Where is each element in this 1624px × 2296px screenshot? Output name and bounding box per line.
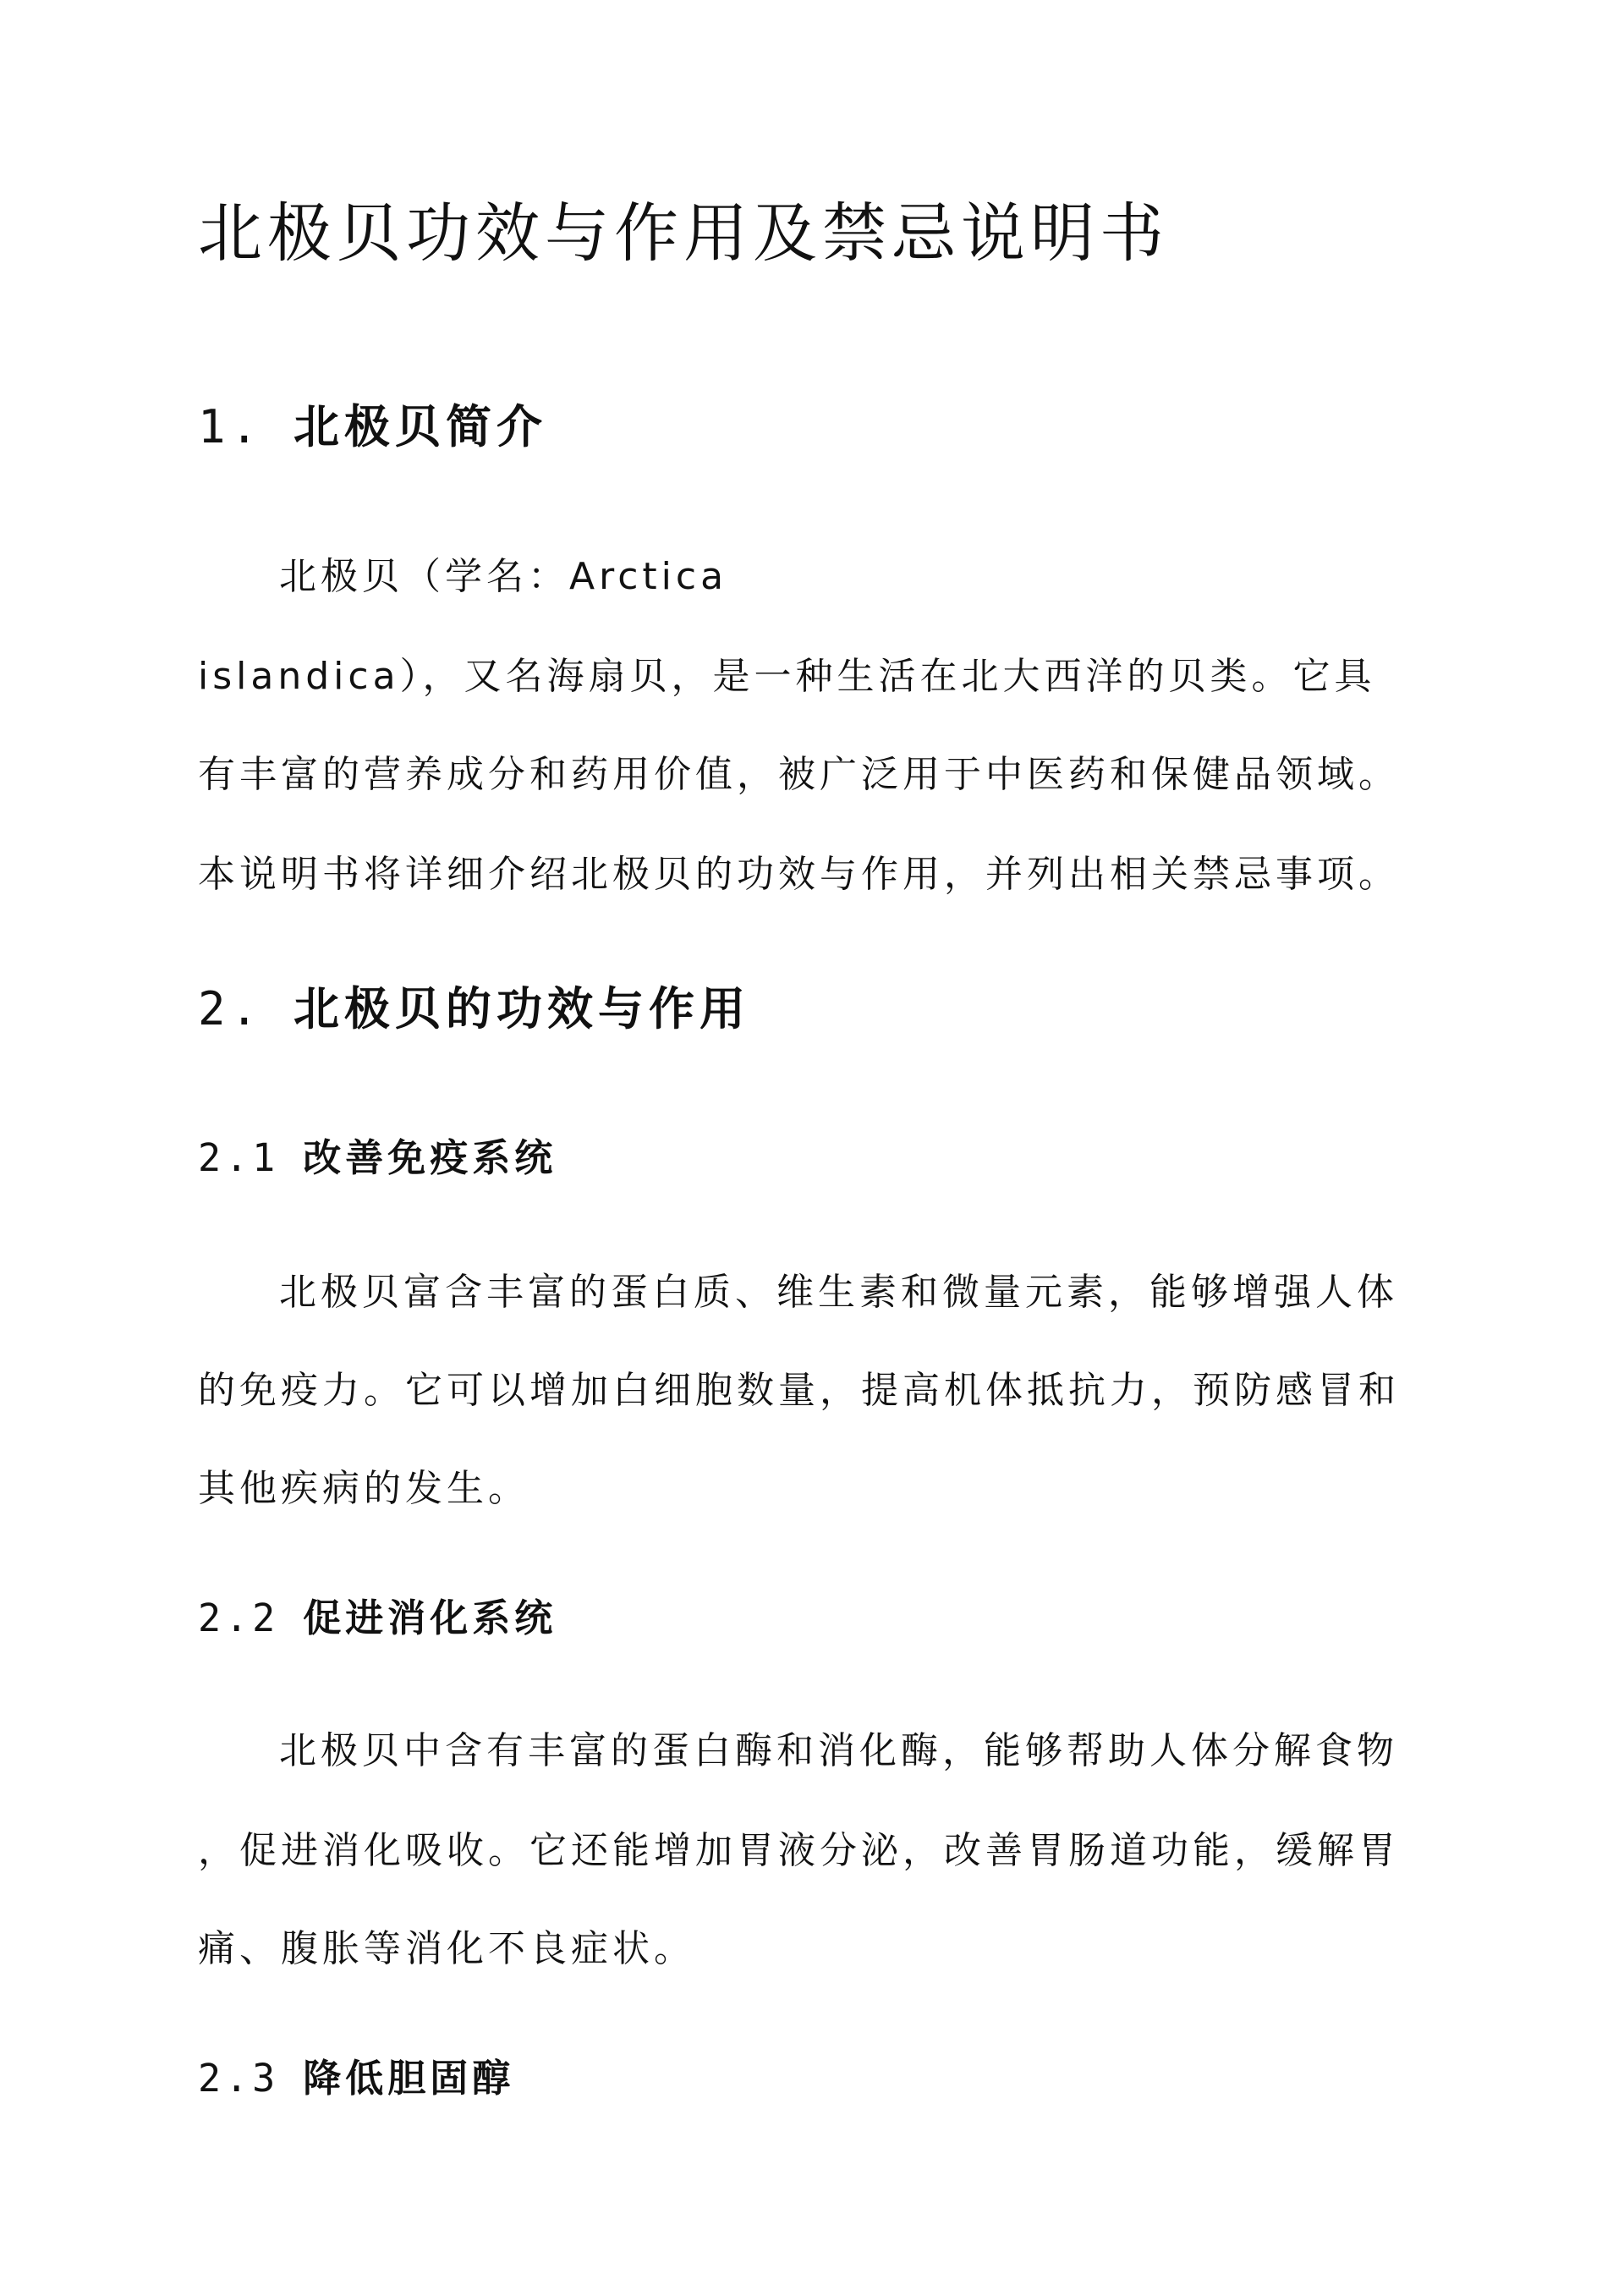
subsection-number: 2.3 [198,2056,280,2101]
section-number: 2. [198,982,264,1035]
subsection-number: 2.1 [198,1135,280,1180]
paragraph-line: 本说明书将详细介绍北极贝的功效与作用，并列出相关禁忌事项。 [198,853,1400,896]
subsection-title: 促进消化系统 [303,1596,557,1640]
paragraph-line: 北极贝富含丰富的蛋白质、维生素和微量元素，能够增强人体 [279,1271,1398,1314]
paragraph-line: islandica），又名海扇贝，是一种生活在北大西洋的贝类。它具 [198,655,1376,698]
subsection-title: 降低胆固醇 [303,2056,515,2101]
paragraph-line: 的免疫力。它可以增加白细胞数量，提高机体抵抗力，预防感冒和 [198,1369,1400,1412]
subsection-2-3-heading [198,2056,515,2101]
paragraph-line: 有丰富的营养成分和药用价值，被广泛用于中医药和保健品领域。 [198,753,1400,796]
paragraph-line: ，促进消化吸收。它还能增加胃液分泌，改善胃肠道功能，缓解胃 [198,1829,1400,1872]
section-title: 北极贝简介 [294,400,548,453]
paragraph-line: 北极贝（学名：Arctica [279,555,728,598]
document-title: 北极贝功效与作用及禁忌说明书 [198,195,1169,271]
paragraph-line: 北极贝中含有丰富的蛋白酶和消化酶，能够帮助人体分解食物 [279,1729,1398,1772]
section-1-heading [198,400,548,453]
section-number: 1. [198,400,264,453]
section-2-heading [198,982,751,1035]
subsection-title: 改善免疫系统 [303,1135,557,1180]
subsection-2-2-heading [198,1596,557,1640]
paragraph-line: 其他疾病的发生。 [198,1467,529,1510]
subsection-2-1-heading [198,1135,557,1180]
section-title: 北极贝的功效与作用 [294,982,751,1035]
subsection-number: 2.2 [198,1596,280,1640]
paragraph-line: 痛、腹胀等消化不良症状。 [198,1927,695,1970]
